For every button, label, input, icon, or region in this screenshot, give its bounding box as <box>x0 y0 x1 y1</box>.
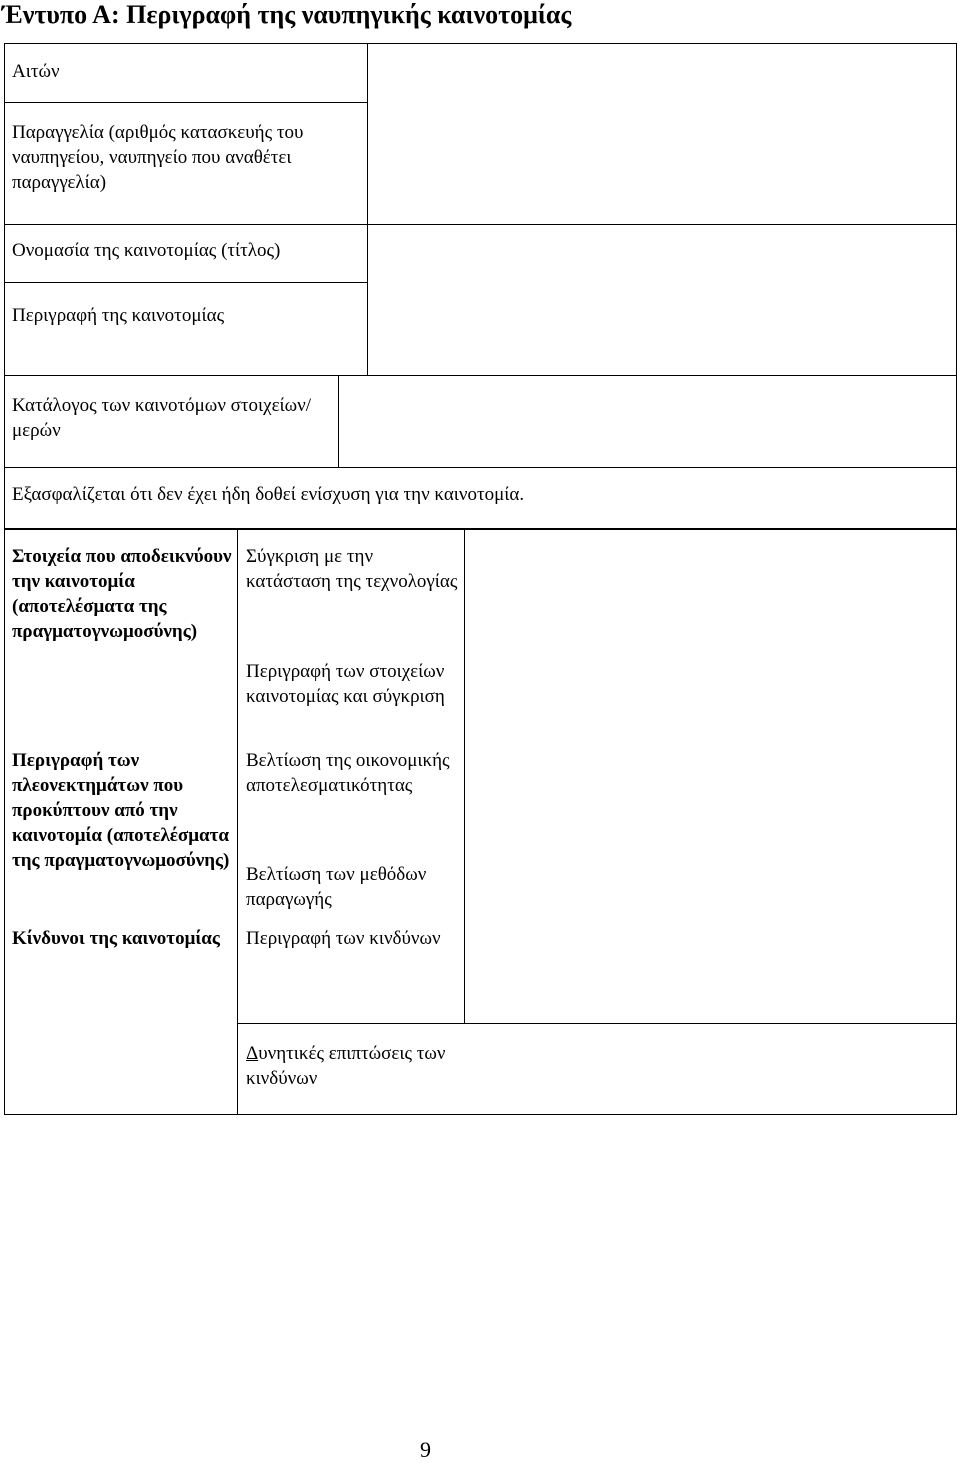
page-title: Έντυπο Α: Περιγραφή της ναυπηγικής καινοτομίας <box>2 0 572 29</box>
page-number: 9 <box>420 1437 431 1462</box>
order-label: Παραγγελία (αριθμός κατασκευής του ναυπηγείου, ναυπηγείο που αναθέτει παραγγελία) <box>12 122 304 193</box>
innovation-name-label: Ονομασία της καινοτομίας (τίτλος) <box>12 240 281 261</box>
economic-efficiency-label: Βελτίωση της οικονομικής αποτελεσματικότητας <box>246 750 450 796</box>
risk-description-label: Περιγραφή των κινδύνων <box>246 928 441 949</box>
technology-comparison-label: Σύγκριση με την κατάσταση της τεχνολογίας <box>246 546 458 592</box>
production-methods-label: Βελτίωση των μεθόδων παραγωγής <box>246 864 427 910</box>
innovative-parts-field[interactable] <box>340 377 955 466</box>
innovative-parts-label: Κατάλογος των καινοτόμων στοιχείων/μερών <box>12 395 312 441</box>
applicant-field[interactable] <box>369 45 955 223</box>
assurance-statement: Εξασφαλίζεται ότι δεν έχει ήδη δοθεί ενίσχυση για την καινοτομία. <box>12 484 525 505</box>
applicant-label: Αιτών <box>12 61 60 82</box>
risks-label: Κίνδυνοι της καινοτομίας <box>12 928 220 949</box>
innovation-name-field[interactable] <box>369 226 955 374</box>
risk-impacts-label <box>246 1041 458 1091</box>
innovation-details-field[interactable] <box>466 531 955 1022</box>
risk-impacts-rest: υνητικές επιπτώσεις των κινδύνων <box>246 1043 446 1089</box>
innovation-description-label: Περιγραφή της καινοτομίας <box>12 305 225 326</box>
risk-impacts-first-letter: Δ <box>246 1043 259 1064</box>
advantages-label: Περιγραφή των πλεονεκτημάτων που προκύπτουν από την καινοτομία (αποτελέσματα της πραγματογνωμοσύνης) <box>12 750 230 871</box>
innovation-elements-label: Περιγραφή των στοιχείων καινοτομίας και σύγκριση <box>246 661 445 707</box>
evidence-label: Στοιχεία που αποδεικνύουν την καινοτομία (αποτελέσματα της πραγματογνωμοσύνης) <box>12 546 232 642</box>
